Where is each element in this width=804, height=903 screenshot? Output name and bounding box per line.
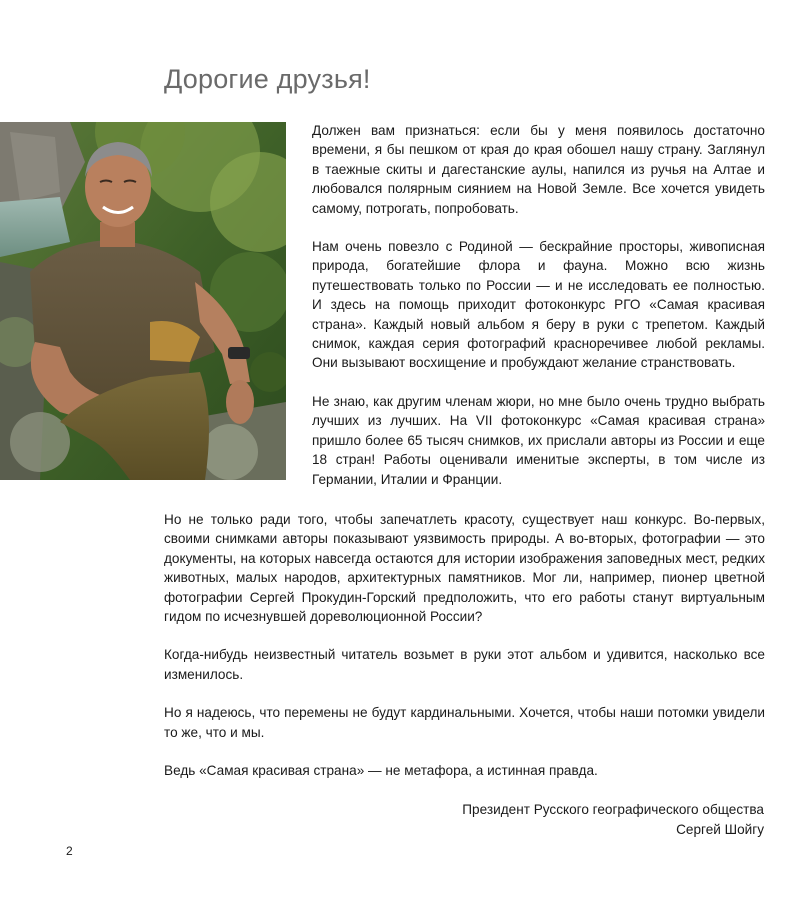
paragraph: Не знаю, как другим членам жюри, но мне было очень трудно выбрать лучших из лучших. На VII фотоконкурс «Самая красивая страна» пришло более 65 тысяч снимков, их прислали авторы из России и еще 18 стран! Работы оценивали именитые эксперты, в том числе из Германии, Италии и Франции. [312, 393, 765, 487]
paragraph: Нам очень повезло с Родиной — бескрайние просторы, живописная природа, богатейшие флора и фауна. Можно всю жизнь путешествовать только по России — и не исследовать ее полностью. И здесь на помощь приходит фотоконкурс РГО «Самая красивая страна». Каждый новый альбом я беру в руки с трепетом. Каждый снимок, каждая серия фотографий красноречивее любой рекламы. Они вызывают восхищение и пробуждают желание странствовать. [312, 239, 765, 371]
signature-name: Сергей Шойгу [676, 822, 764, 837]
intro-text-column [312, 121, 765, 508]
main-text-column [164, 510, 765, 799]
paragraph: Когда-нибудь неизвестный читатель возьмет в руки этот альбом и удивится, насколько все изменилось. [164, 647, 765, 682]
portrait-photo [0, 122, 286, 480]
paragraph: Но не только ради того, чтобы запечатлеть красоту, существует наш конкурс. Во-первых, своими снимками авторы показывают уязвимость природы. А во-вторых, фотографии — это документы, на которых навсегда остаются для истории изображения заповедных мест, редких животных, малых народов, архитектурных памятников. Мог ли, например, пионер цветной фотографии Сергей Прокудин-Горский предположить, что его работы станут виртуальным гидом по исчезнувшей дореволюционной России? [164, 512, 765, 625]
page-number: 2 [66, 844, 73, 858]
page-title: Дорогие друзья! [164, 64, 371, 94]
signature-position: Президент Русского географического общества [462, 802, 764, 817]
paragraph: Но я надеюсь, что перемены не будут кардинальными. Хочется, чтобы наши потомки увидели то же, что и мы. [164, 705, 765, 740]
paragraph: Ведь «Самая красивая страна» — не метафора, а истинная правда. [164, 763, 598, 779]
signature-block [462, 800, 764, 840]
paragraph: Должен вам признаться: если бы у меня появилось достаточно времени, я бы пешком от края до края обошел нашу страну. Заглянул в таежные скиты и дагестанские аулы, напился из ручья на Алтае и любовался полярным сиянием на Новой Земле. Все хочется увидеть самому, потрогать, попробовать. [312, 123, 765, 216]
